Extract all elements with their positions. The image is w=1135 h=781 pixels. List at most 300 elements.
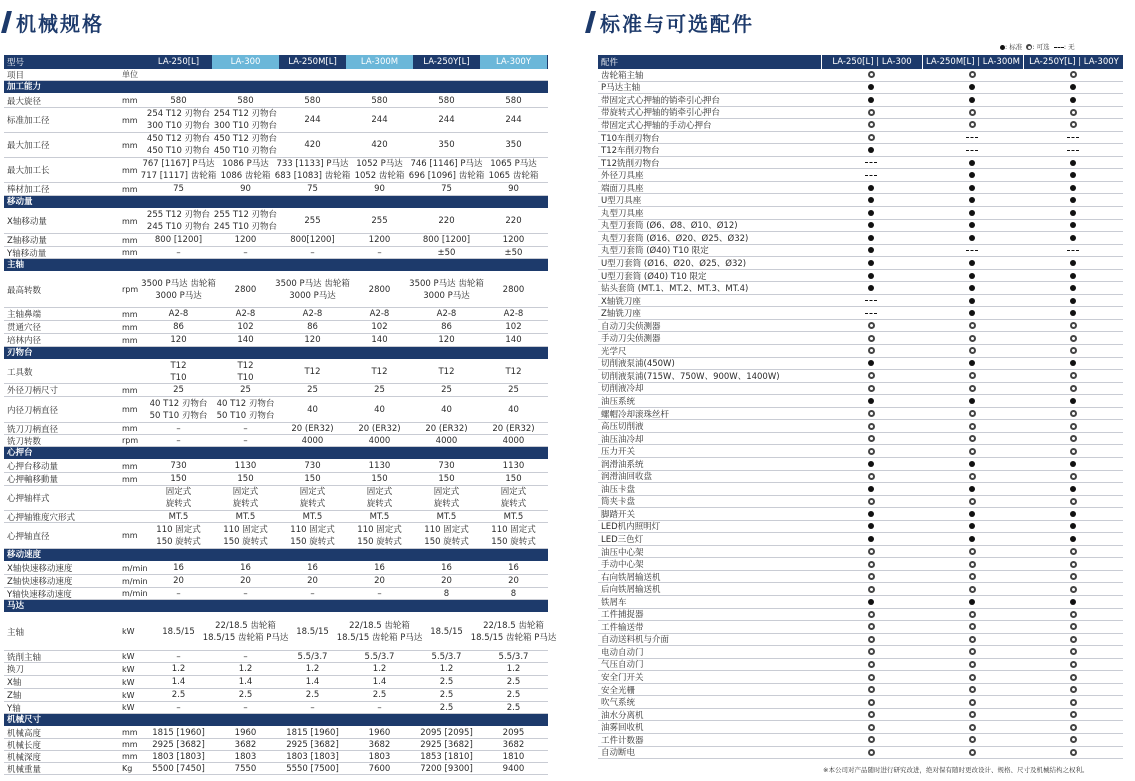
spec-value [413, 460, 480, 472]
spec-value [145, 209, 212, 233]
optional-circle-icon [969, 648, 976, 655]
option-value [821, 69, 921, 81]
optional-circle-icon [1070, 372, 1077, 379]
spec-value-line: 18.5/15 齿轮箱 P马达 [202, 632, 289, 643]
standard-dot-icon [868, 260, 874, 266]
spec-value-line: 固定式 [165, 487, 192, 497]
spec-row [4, 727, 548, 739]
spec-label: 主轴 [7, 627, 25, 638]
spec-value-line: 7550 [234, 763, 257, 774]
spec-value-line: 2.5 [439, 702, 454, 713]
spec-label: 标准加工径 [7, 116, 50, 126]
spec-value-line: 25 [508, 385, 519, 395]
option-value [1023, 558, 1123, 570]
standard-dot-icon [1070, 285, 1076, 291]
standard-dot-icon [1070, 160, 1076, 166]
spec-value-line: 1803 [234, 751, 257, 762]
standard-dot-icon [868, 511, 874, 517]
none-dash-icon [865, 175, 877, 176]
spec-value-line: 25 [441, 385, 452, 395]
spec-value [480, 435, 547, 446]
title-bar-icon [1, 11, 12, 33]
option-value [1023, 69, 1123, 81]
spec-value-line: 20 (ER32) [291, 423, 334, 434]
option-value [821, 107, 921, 119]
optional-circle-icon [1070, 724, 1077, 731]
spec-value [346, 663, 413, 675]
option-value [922, 169, 1022, 181]
spec-value [145, 588, 212, 599]
standard-dot-icon [1000, 45, 1005, 50]
spec-label: X轴快速移动速度 [7, 564, 73, 574]
option-name: 自动送料机与介面 [601, 635, 670, 646]
spec-value-line: – [176, 651, 181, 662]
optional-circle-icon [969, 724, 976, 731]
spec-unit: mm [122, 96, 138, 105]
spec-value [413, 676, 480, 688]
item-header: 项目 [7, 70, 25, 81]
optional-circle-icon [868, 335, 875, 342]
spec-value-line: 120 [438, 335, 455, 345]
option-row [598, 94, 1123, 107]
spec-value-line: 800 [1200] [154, 235, 203, 245]
option-name: P马达主轴 [601, 83, 641, 94]
spec-value-line: 120 [304, 335, 321, 345]
optional-circle-icon [1070, 661, 1077, 668]
option-value [1023, 671, 1123, 683]
spec-row [4, 651, 548, 663]
option-name: 切削液泵浦(715W、750W、900W、1400W) [601, 371, 780, 382]
option-row [598, 571, 1123, 584]
spec-value [480, 751, 547, 762]
spec-label: 心押轴锥度穴形式 [7, 512, 76, 523]
option-name: 油压中心架 [601, 547, 644, 558]
spec-value [279, 234, 346, 246]
option-name: 油压卡盘 [601, 484, 636, 495]
standard-dot-icon [868, 486, 874, 492]
option-row [598, 533, 1123, 546]
spec-value-line: A2-8 [235, 309, 256, 319]
standard-dot-icon [1070, 461, 1076, 467]
spec-value [212, 397, 279, 422]
spec-value [413, 523, 480, 548]
spec-value [413, 183, 480, 195]
option-value [821, 471, 921, 483]
option-row [598, 358, 1123, 371]
spec-value-line: – [243, 588, 248, 599]
optional-circle-icon [1070, 586, 1077, 593]
option-value [1023, 107, 1123, 119]
spec-value [480, 183, 547, 195]
spec-value [346, 334, 413, 346]
option-value [1023, 445, 1123, 457]
option-value [821, 157, 921, 169]
option-row [598, 370, 1123, 383]
spec-value-line: 420 [371, 140, 388, 150]
spec-value [408, 158, 485, 182]
spec-value-line: 86 [173, 322, 184, 332]
model-header: LA-250M[L] [288, 57, 337, 67]
spec-value [413, 247, 480, 258]
spec-value [480, 397, 547, 422]
spec-value-line: 150 旋转式 [156, 536, 201, 547]
optional-circle-icon [1070, 410, 1077, 417]
option-value [821, 533, 921, 545]
spec-value [279, 209, 346, 233]
standard-dot-icon [1070, 235, 1076, 241]
option-value [821, 420, 921, 432]
spec-value [279, 360, 346, 383]
spec-value [413, 763, 480, 774]
spec-value [480, 588, 547, 599]
spec-header-label: 型号 [7, 58, 25, 68]
spec-value [145, 360, 212, 383]
option-value [922, 646, 1022, 658]
spec-label: X轴移动量 [7, 217, 47, 227]
spec-row [4, 360, 548, 384]
spec-value-line: 16 [441, 563, 452, 573]
option-name: 丸型刀套筒 (Ø16、Ø20、Ø25、Ø32) [601, 233, 749, 244]
option-value [922, 119, 1022, 131]
option-value [821, 659, 921, 671]
option-row [598, 332, 1123, 345]
spec-value-line: 1130 [234, 461, 257, 471]
option-value [1023, 119, 1123, 131]
option-name: 外径刀具座 [601, 171, 644, 182]
spec-value-line: 1052 齿轮箱 [354, 171, 405, 181]
option-row [598, 107, 1123, 120]
spec-value-line: – [176, 702, 181, 713]
spec-value [480, 676, 547, 688]
standard-dot-icon [868, 197, 874, 203]
option-value [821, 546, 921, 558]
spec-value [145, 676, 212, 688]
model-header: LA-300 [212, 55, 279, 69]
spec-value [279, 486, 346, 510]
spec-value [145, 108, 212, 132]
option-value [1023, 458, 1123, 470]
option-value [821, 182, 921, 194]
spec-value-line: – [377, 247, 382, 258]
spec-value-line: – [310, 247, 315, 258]
spec-value [145, 651, 212, 662]
optional-circle-icon [969, 109, 976, 116]
spec-row [4, 435, 548, 447]
spec-value-line: 86 [307, 322, 318, 332]
option-value [1023, 132, 1123, 144]
spec-value [346, 562, 413, 574]
spec-value [279, 183, 346, 195]
spec-value [413, 727, 480, 738]
optional-circle-icon [1070, 448, 1077, 455]
spec-value-line: 2800 [502, 284, 525, 295]
optional-circle-icon [868, 134, 875, 141]
optional-circle-icon [868, 561, 875, 568]
option-value [821, 94, 921, 106]
spec-value-line: 2800 [368, 284, 391, 295]
spec-value [212, 727, 279, 738]
optional-circle-icon [1070, 109, 1077, 116]
spec-value [212, 663, 279, 675]
spec-row [4, 523, 548, 549]
spec-value-line: 110 固定式 [223, 524, 268, 535]
option-value [1023, 194, 1123, 206]
optional-circle-icon [868, 435, 875, 442]
spec-value [279, 423, 346, 434]
spec-value [413, 486, 480, 510]
option-row [598, 169, 1123, 182]
spec-value-line: 1130 [502, 461, 525, 471]
spec-value [346, 423, 413, 434]
spec-label: 最大加工径 [7, 141, 50, 151]
option-value [821, 207, 921, 219]
spec-value-line: 150 旋转式 [290, 536, 335, 547]
spec-value-line: 2.5 [439, 690, 454, 700]
optional-circle-icon [868, 372, 875, 379]
spec-value [145, 727, 212, 738]
spec-value-line: 3000 P马达 [423, 290, 470, 301]
spec-value [346, 183, 413, 195]
spec-value [212, 751, 279, 762]
spec-value [279, 702, 346, 713]
option-value [1023, 257, 1123, 269]
none-dash-icon [1067, 250, 1079, 251]
standard-dot-icon [969, 260, 975, 266]
option-value [1023, 659, 1123, 671]
spec-unit: mm [122, 140, 138, 150]
spec-value [346, 397, 413, 422]
option-value [922, 634, 1022, 646]
standard-dot-icon [969, 172, 975, 178]
spec-value [279, 511, 346, 522]
standard-dot-icon [1070, 298, 1076, 304]
option-name: X轴铣刀座 [601, 296, 641, 307]
spec-value [145, 473, 212, 485]
none-dash-icon [865, 300, 877, 301]
model-header: LA-250Y[L] [423, 57, 470, 67]
option-value [1023, 634, 1123, 646]
spec-value [279, 247, 346, 258]
spec-value [279, 689, 346, 701]
spec-value-line: 300 T10 刃物台 [146, 121, 211, 131]
option-name: 工件捕捉器 [601, 610, 644, 621]
spec-value [480, 423, 547, 434]
option-row [598, 157, 1123, 170]
spec-value-line: 1.2 [439, 664, 454, 674]
optional-circle-icon [868, 573, 875, 580]
option-value [821, 521, 921, 533]
option-row [598, 295, 1123, 308]
spec-value [346, 651, 413, 662]
option-value [821, 270, 921, 282]
spec-label: 机械深度 [7, 752, 42, 763]
option-value [922, 282, 1022, 294]
option-row [598, 232, 1123, 245]
spec-value [145, 739, 212, 750]
spec-label: 心押轴样式 [7, 494, 50, 504]
spec-value-line: – [176, 423, 181, 434]
spec-value [279, 676, 346, 688]
spec-value [413, 473, 480, 485]
spec-row [4, 486, 548, 511]
option-value [922, 558, 1022, 570]
optional-circle-icon [1070, 636, 1077, 643]
spec-label: 心押軸移動量 [7, 475, 59, 485]
option-value [922, 583, 1022, 595]
spec-row [4, 588, 548, 600]
option-value [1023, 207, 1123, 219]
optional-circle-icon [969, 423, 976, 430]
spec-value-line: 75 [307, 184, 318, 194]
optional-circle-icon [969, 435, 976, 442]
spec-value [480, 460, 547, 472]
spec-value-line: 旋转式 [433, 499, 460, 509]
spec-value-line: 140 [371, 335, 388, 345]
spec-unit: mm [122, 740, 138, 749]
option-value [1023, 220, 1123, 232]
optional-circle-icon [969, 711, 976, 718]
spec-label: 工具数 [7, 367, 33, 378]
option-row [598, 734, 1123, 747]
standard-dot-icon [1070, 260, 1076, 266]
option-value [821, 709, 921, 721]
optional-circle-icon [868, 711, 875, 718]
option-value [922, 696, 1022, 708]
option-value [821, 194, 921, 206]
spec-value-line: T10 [170, 372, 187, 383]
option-value [821, 596, 921, 608]
spec-unit: mm [122, 248, 138, 257]
optional-circle-icon [969, 498, 976, 505]
spec-value [145, 460, 212, 472]
spec-value-line: 1.4 [372, 677, 387, 687]
option-row [598, 496, 1123, 509]
spec-value-line: 1815 [1960] [286, 727, 339, 738]
option-value [821, 307, 921, 319]
optional-circle-icon [1070, 121, 1077, 128]
spec-unit: kW [122, 652, 135, 661]
spec-row [4, 575, 548, 588]
option-row [598, 671, 1123, 684]
spec-unit: kW [122, 664, 135, 674]
spec-table [4, 55, 557, 775]
spec-value [346, 727, 413, 738]
option-value [821, 721, 921, 733]
spec-value [212, 739, 279, 750]
spec-value [480, 473, 547, 485]
option-name: Z轴铣刀座 [601, 309, 641, 320]
spec-value [413, 702, 480, 713]
spec-row [4, 397, 548, 423]
spec-value-line: 450 T12 刃物台 [146, 134, 211, 144]
spec-row [4, 423, 548, 435]
spec-value-line: 683 [1083] 齿轮箱 [274, 171, 351, 181]
spec-unit: mm [122, 322, 138, 332]
optional-circle-icon [969, 561, 976, 568]
spec-row [4, 158, 548, 183]
option-row [598, 69, 1123, 82]
optional-circle-icon [1070, 699, 1077, 706]
option-value [922, 370, 1022, 382]
option-value [922, 621, 1022, 633]
spec-value-line: 20 [441, 576, 452, 586]
spec-value-line: – [377, 702, 382, 713]
spec-value-line: 50 T10 刃物台 [216, 410, 275, 421]
standard-dot-icon [969, 160, 975, 166]
optional-circle-icon [868, 548, 875, 555]
spec-value [346, 94, 413, 107]
spec-label: 主轴鼻端 [7, 310, 42, 320]
spec-value-line: 16 [374, 563, 385, 573]
optional-circle-icon [1070, 548, 1077, 555]
spec-value-line: 150 [371, 474, 388, 484]
spec-value-line: 102 [505, 322, 522, 332]
spec-value-line: – [243, 423, 248, 434]
spec-unit: kW [122, 703, 135, 712]
spec-value-line: 220 [505, 216, 522, 226]
option-name: T12车削刃物台 [601, 146, 660, 157]
spec-value-line: 255 T12 刃物台 [213, 210, 278, 220]
spec-value [413, 511, 480, 522]
standard-dot-icon [868, 210, 874, 216]
standard-dot-icon [868, 461, 874, 467]
option-value [922, 709, 1022, 721]
option-value [1023, 144, 1123, 156]
option-value [1023, 596, 1123, 608]
spec-value [336, 613, 423, 650]
spec-value [480, 360, 547, 383]
spec-value-line: MT.5 [168, 511, 189, 522]
spec-value-line: 255 T12 刃物台 [146, 210, 211, 220]
spec-value-line: 固定式 [366, 487, 393, 497]
spec-value [212, 423, 279, 434]
spec-value-line: 767 [1167] P马达 [142, 159, 215, 169]
option-value [922, 232, 1022, 244]
spec-value-line: 245 T10 刃物台 [213, 222, 278, 232]
spec-value [212, 435, 279, 446]
spec-value-line: 86 [441, 322, 452, 332]
spec-value-line: 2.5 [171, 690, 186, 700]
spec-row [4, 272, 548, 308]
option-row [598, 709, 1123, 722]
spec-value-line: 3500 P马达 齿轮箱 [141, 278, 216, 289]
spec-value-line: 245 T10 刃物台 [146, 222, 211, 232]
option-value [1023, 157, 1123, 169]
spec-value [279, 562, 346, 574]
spec-value-line: 110 固定式 [491, 524, 536, 535]
option-row [598, 696, 1123, 709]
spec-value [346, 702, 413, 713]
option-value [821, 671, 921, 683]
option-name: 油压油冷却 [601, 434, 644, 445]
spec-value [346, 435, 413, 446]
spec-row [4, 763, 548, 775]
spec-unit: mm [122, 165, 138, 175]
spec-value-line: 730 [438, 461, 455, 471]
spec-value [279, 473, 346, 485]
option-name: T10车削刃物台 [601, 133, 660, 144]
spec-unit: m/min [122, 576, 148, 586]
spec-label: 培林内径 [7, 336, 42, 346]
option-value [922, 721, 1022, 733]
optional-circle-icon [868, 473, 875, 480]
option-value [1023, 307, 1123, 319]
option-name: 切削液泵浦(450W) [601, 359, 675, 370]
spec-value-line: – [243, 702, 248, 713]
spec-label: 铣削主轴 [7, 652, 42, 663]
spec-value-line: 3000 P马达 [155, 290, 202, 301]
option-value [922, 295, 1022, 307]
